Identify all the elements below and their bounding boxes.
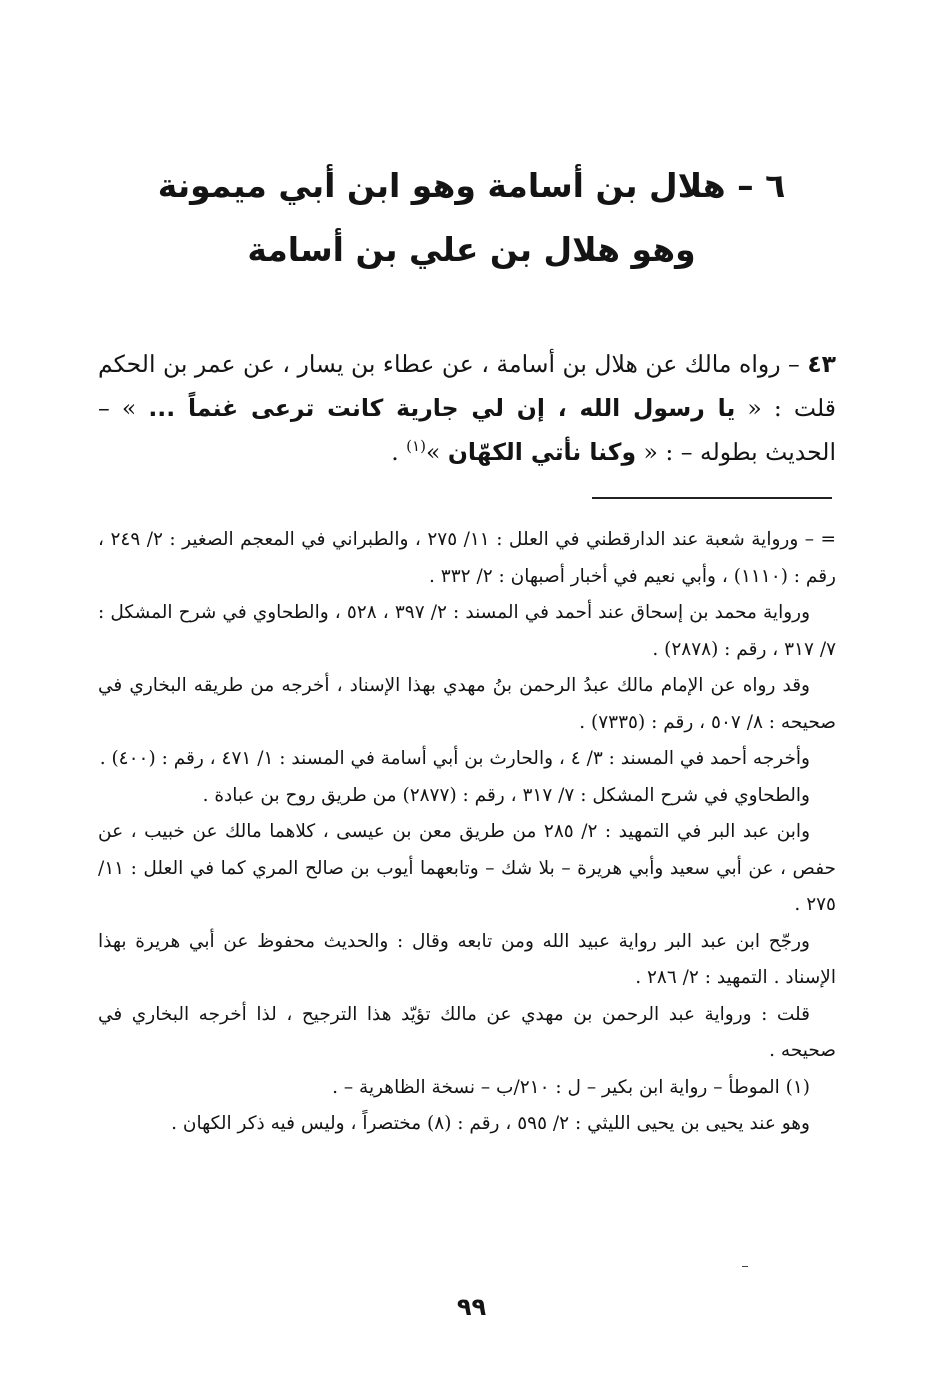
footnote-paragraph: = – ورواية شعبة عند الدارقطني في العلل : ١١/ ٢٧٥ ، والطبراني في المعجم الصغير : ٢/ ٢٤٩ ، رقم : (١١١٠) ، وأبي نعيم في أخبار أصبهان : ٢/ ٣٣٢ .	[98, 529, 836, 587]
hadith-number: ٤٣	[807, 350, 836, 378]
hadith-text-part-2: » – الحديث بطوله – : «	[98, 394, 836, 466]
footnote-paragraph: ورواية محمد بن إسحاق عند أحمد في المسند : ٢/ ٣٩٧ ، ٥٢٨ ، والطحاوي في شرح المشكل : ٧/ ٣١٧ ، رقم : (٢٨٧٨) .	[98, 602, 836, 660]
hadith-text-part-4: .	[391, 438, 407, 466]
footnote-1: (١) الموطأ – رواية ابن بكير – ل : ٢١٠/ب – نسخة الظاهرية – .	[332, 1076, 810, 1098]
hadith-paragraph	[98, 342, 836, 474]
chapter-heading-line-2: وهو هلال بن علي بن أسامة	[247, 230, 696, 269]
footnote-paragraph: قلت : ورواية عبد الرحمن بن مهدي عن مالك تؤيّد هذا الترجيح ، لذا أخرجه البخاري في صحيحه .	[98, 1003, 836, 1061]
hadith-text-part-1: – رواه مالك عن هلال بن أسامة ، عن عطاء بن يسار ، عن عمر بن الحكم قلت : «	[98, 350, 837, 422]
hadith-quote-2: وكنا نأتي الكهّان	[447, 438, 637, 466]
page-number: ٩٩	[456, 1293, 487, 1321]
footnote-paragraph: وابن عبد البر في التمهيد : ٢/ ٢٨٥ من طريق معن بن عيسى ، كلاهما مالك عن خبيب ، عن حفص ، عن أبي سعيد وأبي هريرة – بلا شك – وتابعهما أيوب بن صالح المري كما في العلل : ١١/ ٢٧٥ .	[98, 821, 836, 915]
footer-mark	[742, 1266, 748, 1267]
footnote-paragraph: وهو عند يحيى بن يحيى الليثي : ٢/ ٥٩٥ ، رقم : (٨) مختصراً ، وليس فيه ذكر الكهان .	[171, 1113, 810, 1134]
footnotes-section	[98, 522, 836, 1143]
footnote-separator	[592, 497, 832, 499]
chapter-heading-line-1: ٦ – هلال بن أسامة وهو ابن أبي ميمونة	[157, 166, 786, 205]
footnote-paragraph: وأخرجه أحمد في المسند : ٣/ ٤ ، والحارث بن أبي أسامة في المسند : ١/ ٤٧١ ، رقم : (٤٠٠) .	[99, 748, 810, 769]
footnote-paragraph: ورجّح ابن عبد البر رواية عبيد الله ومن تابعه وقال : والحديث محفوظ عن أبي هريرة بهذا الإسناد . التمهيد : ٢/ ٢٨٦ .	[98, 930, 836, 988]
hadith-text-part-3: »	[425, 438, 448, 466]
footnote-paragraph: وقد رواه عن الإمام مالك عبدُ الرحمن بنُ مهدي بهذا الإسناد ، أخرجه من طريقه البخاري في صحيحه : ٨/ ٥٠٧ ، رقم : (٧٣٣٥) .	[98, 675, 836, 733]
footnote-paragraph: والطحاوي في شرح المشكل : ٧/ ٣١٧ ، رقم : (٢٨٧٧) من طريق روح بن عبادة .	[202, 784, 810, 806]
footnote-reference: (١)	[406, 437, 426, 456]
hadith-quote-1: يا رسول الله ، إن لي جارية كانت ترعى غنماً ...	[148, 394, 736, 422]
